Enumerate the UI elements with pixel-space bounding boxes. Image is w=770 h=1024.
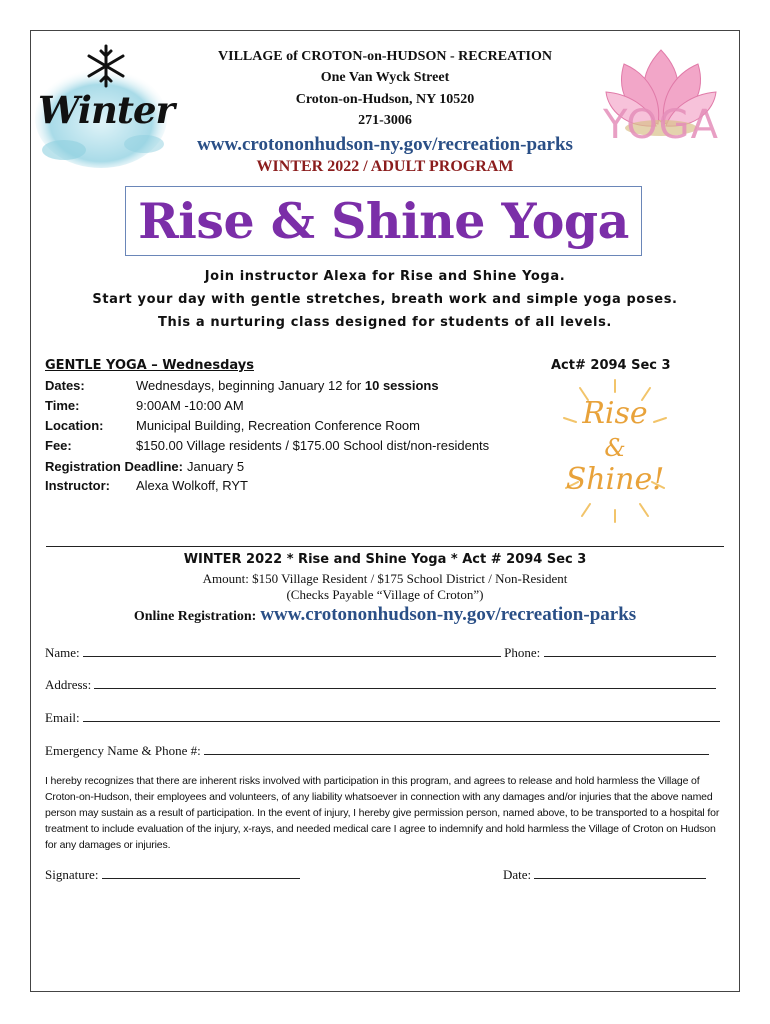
slip-checks: (Checks Payable “Village of Croton”) xyxy=(286,587,484,602)
dates-value xyxy=(136,378,439,393)
slip-amount: Amount: $150 Village Resident / $175 School District / Non-Resident xyxy=(202,571,568,586)
dates-label: Dates: xyxy=(45,378,85,393)
section-title: GENTLE YOGA – Wednesdays xyxy=(45,358,254,373)
online-registration xyxy=(0,604,770,626)
waiver-text: I hereby recognizes that there are inherent risks involved with participation in this program, and agrees to release and hold harmless the Village of Croton-on-Hudson, their employees and volunteers, of any liability whatsoever in connection with any damages and/or injuries that the above named person may sustain as a result of participation. In the event of injury, I hereby give permission person, named above, to be transported to a hospital for treatment to include evaluation of the injury, x-rays, and needed medical care I agree to indemnify and hold harmless the Village of Croton on Hudson for any damages or injuries. xyxy=(45,775,720,851)
emergency-line[interactable] xyxy=(204,744,709,755)
fee-label: Fee: xyxy=(45,438,72,453)
office-phone: 271-3006 xyxy=(358,113,412,128)
title-box xyxy=(125,186,642,256)
email-line[interactable] xyxy=(83,711,720,722)
intro-line-1: Join instructor Alexa for Rise and Shine Yoga. xyxy=(204,269,566,284)
sessions-count: 10 sessions xyxy=(364,378,439,393)
signature-field[interactable] xyxy=(45,867,300,883)
intro-line-2: Start your day with gentle stretches, breath work and simple yoga poses. xyxy=(92,292,678,307)
name-line[interactable] xyxy=(83,646,501,657)
date-line[interactable] xyxy=(534,868,706,879)
date-field[interactable] xyxy=(503,867,706,883)
email-field[interactable] xyxy=(45,710,720,726)
deadline-row xyxy=(45,458,244,476)
cut-line xyxy=(46,546,724,547)
rise-word: Rise xyxy=(582,396,648,431)
signature-line[interactable] xyxy=(102,868,300,879)
slip-title: WINTER 2022 * Rise and Shine Yoga * Act # 2094 Sec 3 xyxy=(183,552,587,567)
page-title: Rise & Shine Yoga xyxy=(138,192,629,250)
activity-number: Act# 2094 Sec 3 xyxy=(551,358,671,373)
rise-shine-graphic xyxy=(560,378,670,524)
org-name: VILLAGE of CROTON-on-HUDSON - RECREATION xyxy=(218,49,552,64)
address-label: Address: xyxy=(45,677,92,692)
signature-label: Signature: xyxy=(45,867,99,882)
deadline-value: January 5 xyxy=(186,459,245,474)
website-link[interactable]: www.crotononhudson-ny.gov/recreation-parks xyxy=(197,134,573,155)
yoga-logo-text: YOGA xyxy=(602,102,720,148)
winter-logo-text: Winter xyxy=(38,88,174,132)
phone-line[interactable] xyxy=(544,646,716,657)
program-label: WINTER 2022 / ADULT PROGRAM xyxy=(256,158,514,175)
intro-line-3: This a nurturing class designed for students of all levels. xyxy=(158,315,612,330)
location-label: Location: xyxy=(45,418,104,433)
address-field[interactable] xyxy=(45,677,716,693)
dates-text: Wednesdays, beginning January 12 for xyxy=(136,378,362,393)
time-value: 9:00AM -10:00 AM xyxy=(136,398,244,413)
instructor-label: Instructor: xyxy=(45,478,110,493)
online-label: Online Registration: xyxy=(133,609,257,624)
deadline-label: Registration Deadline: xyxy=(45,459,183,474)
fee-value: $150.00 Village residents / $175.00 School dist/non-residents xyxy=(136,438,490,453)
email-label: Email: xyxy=(45,710,80,725)
name-label: Name: xyxy=(45,645,80,660)
shine-word: Shine! xyxy=(565,462,665,497)
location-value: Municipal Building, Recreation Conference Room xyxy=(136,418,420,433)
date-label: Date: xyxy=(503,867,532,882)
emergency-label: Emergency Name & Phone #: xyxy=(45,743,201,758)
emergency-field[interactable] xyxy=(45,743,709,759)
phone-label: Phone: xyxy=(504,645,541,660)
ampersand: & xyxy=(604,434,626,462)
time-label: Time: xyxy=(45,398,80,413)
street-address: One Van Wyck Street xyxy=(320,70,450,85)
address-line[interactable] xyxy=(94,678,716,689)
instructor-value: Alexa Wolkoff, RYT xyxy=(136,478,248,493)
city-address: Croton-on-Hudson, NY 10520 xyxy=(295,92,475,107)
online-url[interactable]: www.crotononhudson-ny.gov/recreation-parks xyxy=(260,604,637,625)
name-field[interactable] xyxy=(45,645,716,661)
